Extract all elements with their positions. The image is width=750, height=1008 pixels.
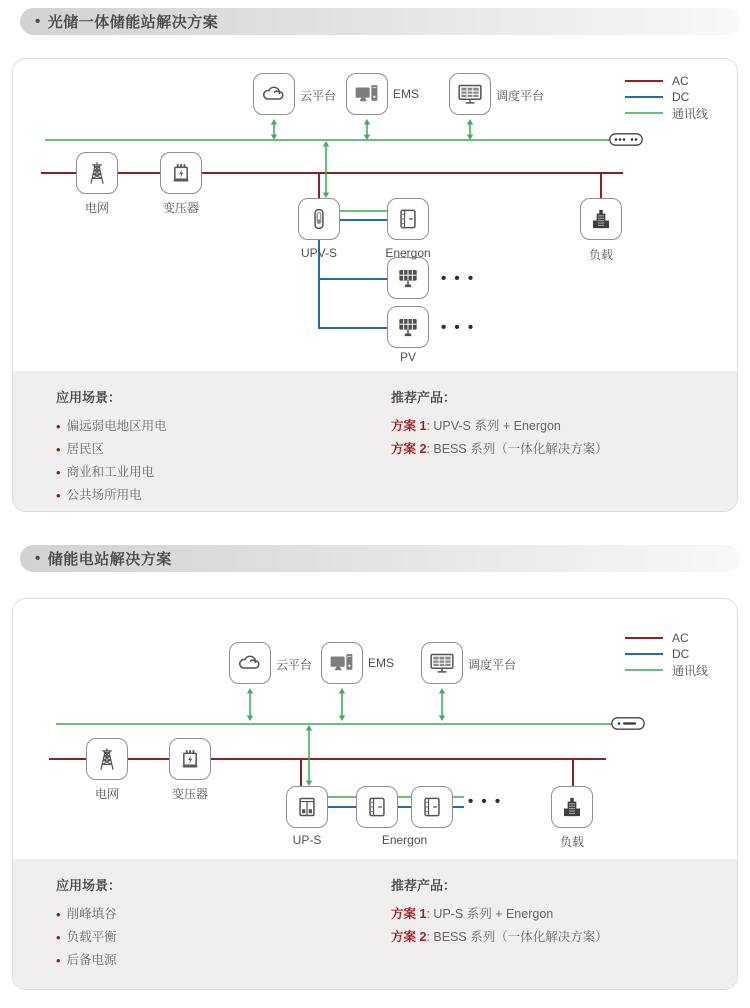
ac-drop-ups xyxy=(300,759,302,787)
legend-comm-label: 通讯线 xyxy=(672,663,709,678)
scenario-item xyxy=(56,438,167,461)
power-grid-label: 电网 xyxy=(84,201,109,215)
ups-pcs-node xyxy=(286,786,328,828)
dc-line-swatch xyxy=(625,96,663,98)
scenarios-column-2 xyxy=(56,875,121,972)
scenarios-column-1 xyxy=(56,387,167,507)
upvs-label: UPV-S xyxy=(300,246,337,260)
comm-arrow-dispatch xyxy=(437,688,447,721)
bullet-marker: • xyxy=(56,488,61,503)
plan-label: 方案 2 xyxy=(391,442,427,456)
comm-arrow-upvs xyxy=(321,141,331,198)
cloud-platform-node xyxy=(229,642,271,684)
pv2-ellipsis: • • • xyxy=(441,319,476,336)
section2-title: 储能电站解决方案 xyxy=(47,551,172,568)
plan-label: 方案 1 xyxy=(391,907,427,921)
cloud-platform-label: 云平台 xyxy=(276,658,313,672)
scenario-item xyxy=(56,415,167,438)
section2-header xyxy=(20,545,740,572)
comm-line-swatch xyxy=(625,669,663,671)
products-title: 推荐产品： xyxy=(391,390,457,405)
pv-node-1 xyxy=(387,257,429,299)
products-title: 推荐产品： xyxy=(391,878,457,893)
ac-bus-line xyxy=(41,172,623,174)
solution2-footer xyxy=(13,859,737,989)
comm-arrow-ems xyxy=(362,119,372,140)
dc-link-upvs-energon xyxy=(340,219,387,221)
legend-ac-label: AC xyxy=(672,74,689,88)
cloud-icon xyxy=(237,650,263,676)
scenarios-title: 应用场景： xyxy=(56,878,122,893)
product-plan xyxy=(391,438,608,461)
power-grid-node xyxy=(76,152,118,194)
product-plan xyxy=(391,903,608,926)
scenario-text: 偏远弱电地区用电 xyxy=(66,419,167,433)
ems-node xyxy=(321,642,363,684)
legend-2 xyxy=(625,632,708,676)
battery-cabinet-icon xyxy=(395,206,421,232)
dispatch-monitor-icon xyxy=(429,650,455,676)
load-node xyxy=(580,198,622,240)
pcs-cabinet-icon xyxy=(294,794,320,820)
plan-text: : BESS 系列（一体化解决方案） xyxy=(426,442,608,456)
ems-node xyxy=(346,73,388,115)
dispatch-platform-node xyxy=(449,73,491,115)
scenario-text: 削峰填谷 xyxy=(66,907,117,921)
comm-link-upvs-energon xyxy=(340,210,387,212)
products-column-1 xyxy=(391,387,608,461)
dc-link-energon-energon xyxy=(398,806,411,808)
ems-label: EMS xyxy=(393,87,420,101)
legend-dc-label: DC xyxy=(672,647,690,661)
dc-link-ups-energon xyxy=(328,806,356,808)
plan-text: : UP-S 系列 + Energon xyxy=(426,907,554,921)
legend-dc-label: DC xyxy=(672,90,690,104)
energon-label: Energon xyxy=(381,833,428,847)
battery-cabinet-icon xyxy=(419,794,445,820)
comm-arrow-ups xyxy=(304,725,314,786)
scenario-item xyxy=(56,484,167,507)
bullet-marker: • xyxy=(56,907,61,922)
bullet-marker: • xyxy=(56,465,61,480)
pv-node-2 xyxy=(387,306,429,348)
solar-panel-icon xyxy=(395,314,421,340)
ac-drop-load xyxy=(600,173,602,199)
energon-ellipsis: • • • xyxy=(468,793,503,810)
legend-dc-row xyxy=(625,91,708,103)
load-node xyxy=(551,786,593,828)
legend-comm-row xyxy=(625,107,708,119)
power-grid-node xyxy=(86,738,128,780)
solar-panel-icon xyxy=(395,265,421,291)
energon-battery-node xyxy=(387,198,429,240)
section1-title: 光储一体储能站解决方案 xyxy=(47,14,219,31)
comm-terminal-icon xyxy=(611,717,645,730)
scenario-text: 商业和工业用电 xyxy=(66,465,155,479)
battery-cabinet-icon xyxy=(364,794,390,820)
comm-line-swatch xyxy=(625,112,663,114)
comm-terminal-icon xyxy=(609,133,643,146)
load-label: 负载 xyxy=(588,248,613,262)
ups-label: UP-S xyxy=(292,833,322,847)
dispatch-monitor-icon xyxy=(457,81,483,107)
legend-1 xyxy=(625,75,708,119)
comm-link-energon-more xyxy=(453,796,464,798)
solution1-card xyxy=(12,58,738,512)
plan-text: : UPV-S 系列 + Energon xyxy=(426,419,561,433)
solution1-footer xyxy=(13,371,737,511)
transformer-node xyxy=(160,152,202,194)
product-plan xyxy=(391,926,608,949)
dc-link-energon-more xyxy=(453,806,464,808)
cloud-icon xyxy=(261,81,287,107)
energon-battery-node-1 xyxy=(356,786,398,828)
scenario-item xyxy=(56,926,121,949)
dc-branch-pv2 xyxy=(319,327,387,329)
cloud-platform-label: 云平台 xyxy=(300,89,337,103)
ac-drop-load xyxy=(572,759,574,787)
dispatch-platform-label: 调度平台 xyxy=(468,658,517,672)
inverter-icon xyxy=(306,206,332,232)
transformer-node xyxy=(169,738,211,780)
comm-arrow-cloud xyxy=(269,119,279,140)
plan-text: : BESS 系列（一体化解决方案） xyxy=(426,930,608,944)
scenario-text: 公共场所用电 xyxy=(66,488,142,502)
bullet-marker: • xyxy=(56,419,61,434)
ems-computer-icon xyxy=(354,81,380,107)
comm-link-energon-energon xyxy=(398,796,411,798)
solution2-card xyxy=(12,598,738,990)
pv1-ellipsis: • • • xyxy=(441,270,476,287)
dispatch-platform-label: 调度平台 xyxy=(496,89,545,103)
comm-link-ups-energon xyxy=(328,796,356,798)
load-label: 负载 xyxy=(559,835,584,849)
transformer-icon xyxy=(177,746,203,772)
comm-bus-line xyxy=(56,723,612,725)
plan-label: 方案 2 xyxy=(391,930,427,944)
scenarios-title: 应用场景： xyxy=(56,390,122,405)
scenario-text: 后备电源 xyxy=(66,953,117,967)
transmission-tower-icon xyxy=(84,160,110,186)
products-column-2 xyxy=(391,875,608,949)
plan-label: 方案 1 xyxy=(391,419,427,433)
legend-comm-label: 通讯线 xyxy=(672,106,709,121)
scenario-item xyxy=(56,949,121,972)
scenario-text: 负载平衡 xyxy=(66,930,117,944)
bullet-marker: • xyxy=(56,953,61,968)
energon-label: Energon xyxy=(385,246,431,260)
section2-header-bullet: • xyxy=(35,550,41,567)
pv-label: PV xyxy=(399,350,416,364)
energon-battery-node-2 xyxy=(411,786,453,828)
scenario-item xyxy=(56,461,167,484)
dispatch-platform-node xyxy=(421,642,463,684)
ac-bus-line xyxy=(49,758,606,760)
legend-ac-label: AC xyxy=(672,631,689,645)
legend-ac-row xyxy=(625,632,708,644)
ems-label: EMS xyxy=(368,656,395,670)
bullet-marker: • xyxy=(56,442,61,457)
building-icon xyxy=(559,794,585,820)
transmission-tower-icon xyxy=(94,746,120,772)
transformer-icon xyxy=(168,160,194,186)
ac-drop-upvs xyxy=(318,173,320,199)
dc-line-swatch xyxy=(625,653,663,655)
scenario-text: 居民区 xyxy=(66,442,105,456)
product-plan xyxy=(391,415,608,438)
comm-arrow-ems xyxy=(337,688,347,721)
scenario-item xyxy=(56,903,121,926)
legend-comm-row xyxy=(625,664,708,676)
comm-arrow-cloud xyxy=(245,688,255,721)
dc-branch-pv1 xyxy=(319,278,387,280)
legend-dc-row xyxy=(625,648,708,660)
section1-header xyxy=(20,8,740,35)
ac-line-swatch xyxy=(625,80,663,82)
building-icon xyxy=(588,206,614,232)
transformer-label: 变压器 xyxy=(162,201,199,215)
upvs-inverter-node xyxy=(298,198,340,240)
cloud-platform-node xyxy=(253,73,295,115)
ac-line-swatch xyxy=(625,637,663,639)
section1-header-bullet: • xyxy=(35,13,41,30)
transformer-label: 变压器 xyxy=(171,787,208,801)
legend-ac-row xyxy=(625,75,708,87)
comm-arrow-dispatch xyxy=(465,119,475,140)
ems-computer-icon xyxy=(329,650,355,676)
power-grid-label: 电网 xyxy=(94,787,119,801)
bullet-marker: • xyxy=(56,930,61,945)
